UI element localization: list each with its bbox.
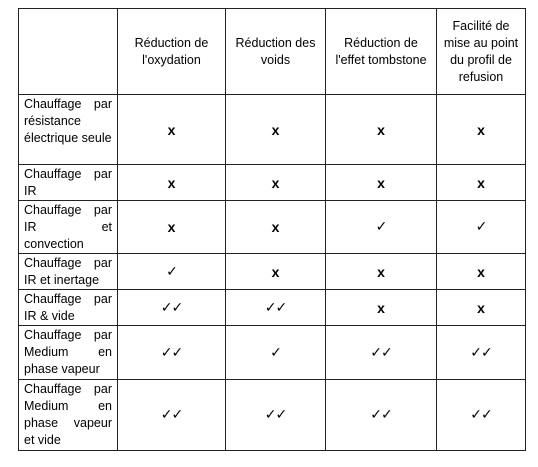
row-label: Chauffage par IR et inertage	[19, 254, 118, 290]
table-cell: x	[118, 95, 226, 165]
table-cell: ✓	[326, 201, 437, 254]
row-label: Chauffage par résistance électrique seule	[19, 95, 118, 165]
table-cell: ✓✓	[118, 290, 226, 326]
table-cell: ✓✓	[226, 380, 326, 451]
comparison-table	[18, 8, 526, 451]
table-cell: ✓✓	[437, 326, 526, 380]
table-row	[19, 165, 526, 201]
table-cell: x	[326, 95, 437, 165]
table-cell: ✓✓	[226, 290, 326, 326]
corner-cell	[19, 9, 118, 95]
table-row	[19, 326, 526, 380]
table-row	[19, 380, 526, 451]
table-cell: x	[326, 165, 437, 201]
table-cell: x	[326, 290, 437, 326]
table-row	[19, 201, 526, 254]
column-header: Réduction des voids	[226, 9, 326, 95]
row-label: Chauffage par Medium en phase vapeur	[19, 326, 118, 380]
table-cell: x	[226, 254, 326, 290]
table-cell: x	[326, 254, 437, 290]
table-row	[19, 290, 526, 326]
header-row	[19, 9, 526, 95]
table-cell: ✓	[226, 326, 326, 380]
table-row	[19, 95, 526, 165]
table-cell: ✓✓	[437, 380, 526, 451]
column-header: Facilité de mise au point du profil de refusion	[437, 9, 526, 95]
table-cell: ✓✓	[118, 326, 226, 380]
table-cell: ✓✓	[326, 326, 437, 380]
table-cell: x	[226, 165, 326, 201]
table-cell: x	[437, 165, 526, 201]
column-header: Réduction de l'effet tombstone	[326, 9, 437, 95]
table-cell: ✓	[118, 254, 226, 290]
row-label: Chauffage par IR & vide	[19, 290, 118, 326]
row-label: Chauffage par Medium en phase vapeur et vide	[19, 380, 118, 451]
row-label: Chauffage par IR et convection	[19, 201, 118, 254]
column-header: Réduction de l'oxydation	[118, 9, 226, 95]
table-cell: x	[226, 201, 326, 254]
table-cell: x	[437, 254, 526, 290]
table-cell: x	[118, 201, 226, 254]
table-cell: x	[118, 165, 226, 201]
table-cell: x	[437, 95, 526, 165]
row-label: Chauffage par IR	[19, 165, 118, 201]
table-cell: ✓✓	[118, 380, 226, 451]
table-row	[19, 254, 526, 290]
table-cell: x	[437, 290, 526, 326]
table-cell: ✓✓	[326, 380, 437, 451]
table-cell: x	[226, 95, 326, 165]
table-cell: ✓	[437, 201, 526, 254]
